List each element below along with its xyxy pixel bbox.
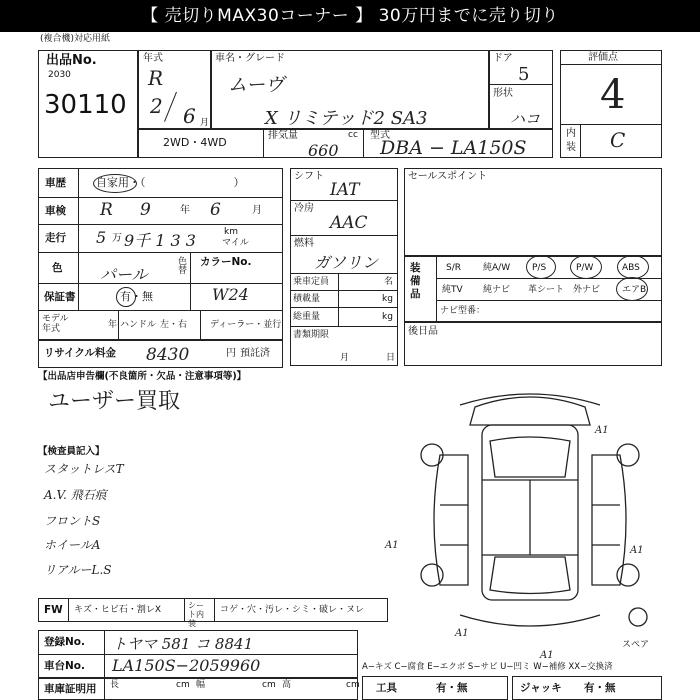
- color-code: W24: [212, 285, 249, 304]
- cert-length: 長: [110, 680, 120, 690]
- damage-legend: A−キズ C−腐食 E−エクボ S−サビ U−凹ミ W−補修 XX−交換済: [362, 662, 613, 672]
- model-year-unit: 年: [108, 320, 118, 330]
- equip-airbag: エアB: [622, 285, 647, 295]
- color-code-label: カラーNo.: [200, 256, 252, 268]
- type-value: DBA − LA150S: [380, 137, 527, 159]
- equip-airbag-circle: [616, 277, 648, 301]
- cert-width: 幅: [196, 680, 206, 690]
- info-table: [38, 168, 283, 340]
- declaration-label: 【出品店申告欄(不良箇所・欠品・注意事項等)】: [38, 371, 247, 382]
- displacement-value: 660: [308, 141, 339, 160]
- capacity-label: 乗車定員: [293, 277, 330, 287]
- fw-text: キズ・ヒビ石・割レX: [74, 605, 161, 615]
- score-label: 評価点: [588, 52, 618, 63]
- type-label: 型式: [370, 130, 390, 141]
- displacement-label: 排気量: [268, 130, 298, 141]
- color-value: パール: [100, 265, 148, 284]
- interior-label-2: 装: [566, 142, 576, 153]
- handle-value: 左・右: [160, 320, 188, 330]
- recycle-unit: 円: [226, 348, 236, 359]
- cert-height: 高: [282, 680, 292, 690]
- deadline-unit: 月: [340, 353, 350, 363]
- equip-ps: P/S: [532, 263, 547, 273]
- mileage-man-unit: 万: [112, 233, 122, 244]
- warranty-label: 保証書: [44, 291, 76, 303]
- handle-label: ハンドル: [120, 320, 157, 330]
- seat-label: シート内装: [188, 601, 204, 628]
- chassis-value: LA150S−2059960: [112, 656, 261, 675]
- equip-abs-circle: [617, 255, 649, 279]
- equip-ps-circle: [526, 255, 556, 279]
- recycle-status: 預託済: [240, 348, 270, 359]
- inspection-label: 車検: [45, 205, 66, 217]
- load-unit: kg: [382, 294, 393, 304]
- lot-number: 30110: [44, 90, 127, 120]
- fuel-value: ガソリン: [314, 253, 379, 272]
- drive-label: 2WD・4WD: [163, 136, 227, 149]
- deadline-unit-day: 日: [386, 353, 396, 363]
- cert-length-unit: cm: [176, 680, 190, 690]
- displacement-unit: cc: [348, 130, 358, 140]
- jack-label: ジャッキ: [520, 682, 562, 694]
- model-year-label: モデル年式: [42, 314, 69, 334]
- inspection-era: R: [100, 200, 113, 220]
- capacity-unit: 名: [384, 277, 394, 287]
- damage-mark-5: A1: [540, 650, 554, 661]
- equip-ext-navi: 外ナビ: [573, 285, 601, 295]
- inspection-month-unit: 月: [252, 205, 262, 216]
- year-era: R: [148, 66, 164, 90]
- cert-label: 車庫証明用: [44, 683, 97, 695]
- mileage-man: 5: [96, 228, 107, 247]
- ac-label: 冷房: [294, 203, 314, 214]
- gross-unit: kg: [382, 312, 393, 322]
- registration-label: 登録No.: [44, 636, 85, 648]
- page-header: 【 売切りMAX30コーナー 】 30万円までに売り切り: [0, 0, 700, 32]
- inspector-label: 【検査員記入】: [38, 446, 105, 457]
- mileage-mile: マイル: [222, 238, 249, 248]
- tools-value: 有・無: [436, 682, 468, 694]
- delivery-box: [404, 322, 662, 366]
- history-circle: [93, 174, 137, 193]
- cert-width-unit: cm: [262, 680, 276, 690]
- spare-label: スペア: [622, 640, 650, 650]
- equip-aw: 純A/W: [483, 263, 511, 273]
- interior-label-1: 内: [566, 128, 576, 139]
- mileage-label: 走行: [45, 232, 66, 244]
- jack-value: 有・無: [584, 682, 616, 694]
- warranty-circle: [116, 287, 136, 307]
- delivery-label: 後日品: [408, 326, 438, 337]
- inspection-year: 9: [140, 200, 151, 220]
- gross-label: 総重量: [293, 312, 321, 322]
- inspector-note-4: ホイールA: [44, 538, 101, 552]
- ac-value: AAC: [330, 213, 368, 233]
- damage-mark-2: A1: [385, 540, 399, 551]
- declaration-text: ユーザー買取: [48, 389, 181, 414]
- fuel-label: 燃料: [294, 238, 314, 249]
- equip-sr: S/R: [446, 263, 461, 273]
- year-year: 2: [150, 94, 163, 118]
- car-damage-diagram: [400, 385, 662, 655]
- chassis-label: 車台No.: [44, 660, 85, 672]
- shape-label: 形状: [493, 88, 513, 99]
- shift-value: IAT: [330, 180, 360, 200]
- equip-pw-circle: [570, 255, 602, 279]
- equip-navi: 純ナビ: [483, 285, 511, 295]
- sales-label: セールスポイント: [408, 171, 488, 182]
- damage-mark-1: A1: [595, 425, 609, 436]
- lot-label: 出品No.: [46, 53, 97, 68]
- equip-pw: P/W: [576, 263, 594, 273]
- registration-value: トヤマ 581 コ 8841: [112, 635, 254, 653]
- equip-leather: 革シート: [528, 285, 565, 295]
- year-month: 6: [183, 104, 196, 128]
- recycle-value: 8430: [146, 345, 190, 365]
- mileage-rest: 9千 1 3 3: [124, 231, 196, 250]
- interior-value: C: [610, 128, 626, 152]
- recycle-label: リサイクル料金: [44, 347, 117, 359]
- year-month-unit: 月: [200, 118, 210, 128]
- shift-label: シフト: [294, 171, 324, 182]
- color-change-label: 色替: [176, 256, 186, 274]
- equipment-label: 装備品: [410, 262, 421, 300]
- doors-label: ドア: [493, 53, 513, 64]
- inspection-month: 6: [210, 200, 221, 220]
- history-label: 車歴: [45, 177, 66, 189]
- top-note: (複合機)対応用紙: [40, 34, 111, 44]
- lot-code: 2030: [48, 70, 71, 80]
- inspector-note-5: リアルーL.S: [44, 563, 112, 577]
- dealer-value: ディーラー・並行: [210, 320, 282, 330]
- year-label: 年式: [143, 53, 163, 64]
- model-name: ムーヴ: [228, 74, 285, 96]
- mileage-km: km: [224, 227, 238, 237]
- inspector-note-2: A.V. 飛石痕: [44, 488, 107, 502]
- warranty-value: 有・無: [120, 290, 153, 303]
- equip-abs: ABS: [622, 263, 640, 273]
- inspector-note-1: スタットレスT: [44, 462, 124, 476]
- doors-value: 5: [518, 64, 530, 85]
- cert-height-unit: cm: [346, 680, 360, 690]
- fw-label: FW: [44, 604, 63, 616]
- navi-model-label: ナビ型番：: [440, 306, 486, 316]
- deadline-label: 書類期限: [293, 330, 330, 340]
- tools-label: 工具: [376, 682, 397, 694]
- score-value: 4: [600, 72, 626, 118]
- load-label: 積載量: [293, 294, 321, 304]
- model-grade: X リミテッド2 SA3: [265, 108, 428, 129]
- shape-value: ハコ: [510, 110, 541, 128]
- damage-mark-4: A1: [455, 628, 469, 639]
- damage-mark-3: A1: [630, 545, 644, 556]
- inspection-year-unit: 年: [180, 205, 190, 216]
- history-value: 自家用・（ ）: [96, 176, 245, 189]
- inspector-note-3: フロントS: [44, 514, 101, 528]
- color-label: 色: [52, 262, 63, 274]
- seat-text: コゲ・穴・汚レ・シミ・破レ・ヌレ: [220, 605, 365, 615]
- model-label: 車名・グレード: [215, 53, 285, 64]
- equip-tv: 純TV: [442, 285, 463, 295]
